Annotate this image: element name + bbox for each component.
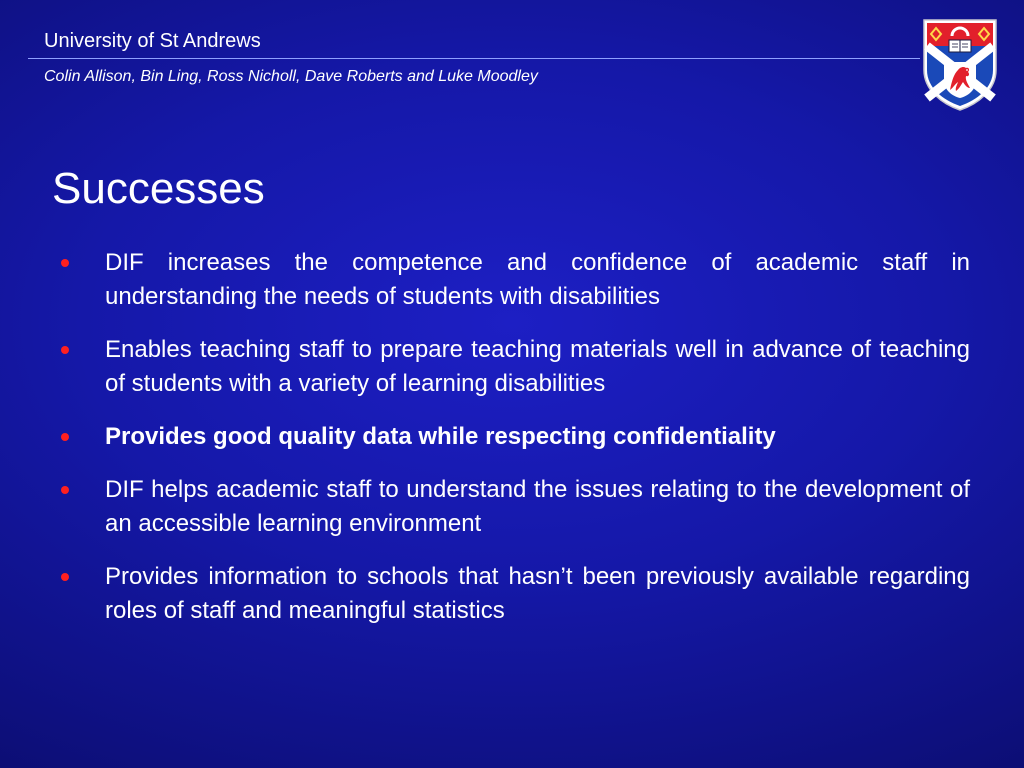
author-list: Colin Allison, Bin Ling, Ross Nicholl, Dave Roberts and Luke Moodley	[44, 68, 538, 85]
bullet-text: Provides good quality data while respecting confidentiality	[105, 423, 776, 450]
bullet-item	[58, 560, 970, 628]
bullet-dot-icon	[61, 486, 69, 494]
slide-title: Successes	[52, 164, 265, 213]
header-divider	[28, 58, 920, 59]
bullet-item	[58, 333, 970, 401]
bullet-list	[58, 246, 970, 647]
bullet-text: Provides information to schools that hasn’t been previously available regarding roles of staff and meaningful statistics	[105, 563, 970, 624]
bullet-dot-icon	[61, 346, 69, 354]
bullet-text: DIF helps academic staff to understand the issues relating to the development of an accessible learning environment	[105, 476, 970, 537]
university-crest-icon	[922, 18, 998, 112]
bullet-text: DIF increases the competence and confidence of academic staff in understanding the needs of students with disabilities	[105, 249, 970, 310]
bullet-item	[58, 420, 970, 454]
bullet-dot-icon	[61, 433, 69, 441]
bullet-item	[58, 473, 970, 541]
bullet-dot-icon	[61, 259, 69, 267]
bullet-text: Enables teaching staff to prepare teaching materials well in advance of teaching of students with a variety of learning disabilities	[105, 336, 970, 397]
bullet-item	[58, 246, 970, 314]
organization-name: University of St Andrews	[44, 30, 261, 52]
bullet-dot-icon	[61, 573, 69, 581]
